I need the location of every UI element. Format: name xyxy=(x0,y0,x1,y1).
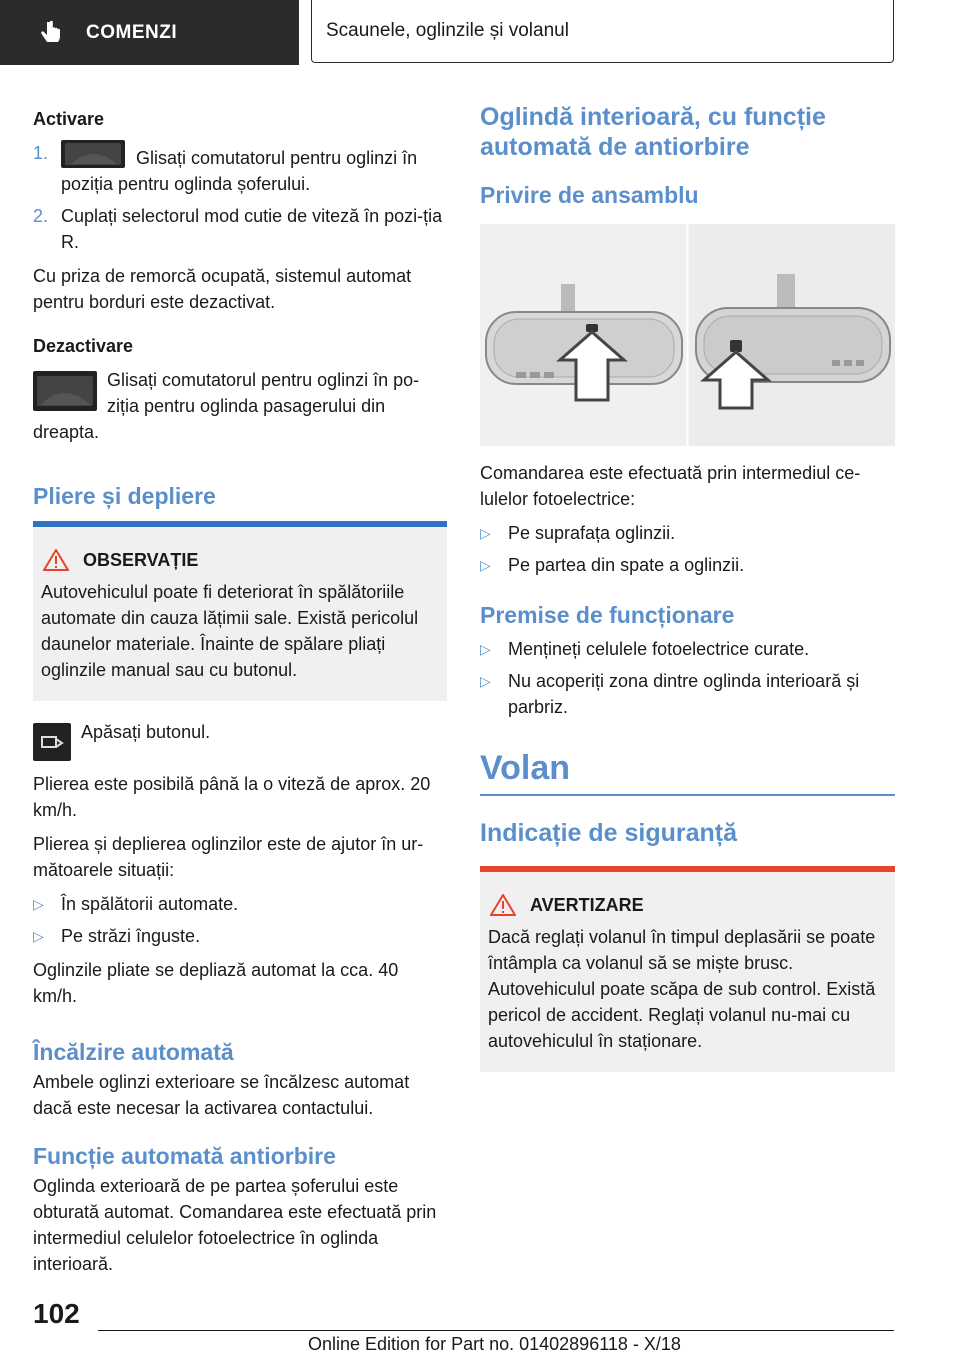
list-item: ▷ Pe suprafața oglinzii. xyxy=(480,520,895,546)
chapter-label: Scaunele, oglinzile și volanul xyxy=(326,20,569,41)
mirror-fold-button-icon xyxy=(33,723,71,761)
left-column xyxy=(33,96,447,1285)
observatie-box xyxy=(33,521,447,701)
avertizare-title: AVERTIZARE xyxy=(530,895,644,915)
mirror-switch-passenger-icon xyxy=(33,371,97,411)
triangle-bullet-icon: ▷ xyxy=(480,641,491,657)
page-header xyxy=(0,0,960,66)
incalzire-heading: Încălzire automată xyxy=(33,1039,234,1065)
oglinda-heading: Oglindă interioară, cu funcție automată de antiorbire xyxy=(480,103,826,161)
activare-step-2 xyxy=(33,203,447,255)
list-item: ▷ Nu acoperiți zona dintre oglinda interioară și parbriz. xyxy=(480,668,895,720)
activare-step-1 xyxy=(33,140,447,197)
step-number: 1. xyxy=(33,143,49,163)
avertizare-text: Dacă reglați volanul în timpul deplasării se poate întâmpla ca volanul să se miște brusc. Autovehiculul poate scăpa de sub control. Există pericol de accident. Reglați volanul nu‐mai cu autovehiculul în staționare. xyxy=(488,927,876,1051)
avertizare-box xyxy=(480,866,895,1072)
volan-heading: Volan xyxy=(480,748,895,796)
activare-steps xyxy=(33,140,447,255)
triangle-bullet-icon: ▷ xyxy=(480,557,491,573)
triangle-bullet-icon: ▷ xyxy=(480,525,491,541)
step-text: Glisați comutatorul pentru oglinzi în poziția pentru oglinda șoferului. xyxy=(61,148,418,194)
triangle-bullet-icon: ▷ xyxy=(33,896,44,912)
step-number: 2. xyxy=(33,206,49,226)
pliere-p2: Plierea și deplierea oglinzilor este de ajutor în ur‐mătoarele situații: xyxy=(33,834,424,880)
observatie-text: Autovehiculul poate fi deteriorat în spălătoriile automate din cauza lățimii sale. Există pericolul daunelor materiale. Înainte de spălare pliați oglinzile manual sau cu butonul. xyxy=(41,582,419,680)
comandarea-text: Comandarea este efectuată prin intermediul ce‐lulelor fotoelectrice: xyxy=(480,463,861,509)
triangle-bullet-icon: ▷ xyxy=(33,928,44,944)
list-item: ▷ În spălătorii automate. xyxy=(33,891,447,917)
privire-heading: Privire de ansamblu xyxy=(480,182,699,208)
triangle-bullet-icon: ▷ xyxy=(480,673,491,689)
observatie-title: OBSERVAȚIE xyxy=(83,550,199,570)
right-column xyxy=(480,96,895,1090)
comandarea-list xyxy=(480,520,895,578)
dezactivare-text: Glisați comutatorul pentru oglinzi în po‐ziția pentru oglinda pasagerului din dreapta. xyxy=(33,370,420,442)
premise-list xyxy=(480,636,895,720)
pliere-p1: Plierea este posibilă până la o viteză de aprox. 20 km/h. xyxy=(33,774,431,820)
pliere-list xyxy=(33,891,447,949)
pliere-p3: Oglinzile pliate se depliază automat la cca. 40 km/h. xyxy=(33,960,399,1006)
chapter-tab xyxy=(311,0,894,63)
list-item: ▷ Mențineți celulele fotoelectrice curate. xyxy=(480,636,895,662)
mirror-illustration xyxy=(480,224,895,446)
activare-title: Activare xyxy=(33,109,105,129)
pliere-heading: Pliere și depliere xyxy=(33,483,216,509)
list-item: ▷ Pe partea din spate a oglinzii. xyxy=(480,552,895,578)
page-number: 102 xyxy=(33,1298,80,1329)
premise-heading: Premise de funcționare xyxy=(480,602,735,628)
rearview-mirror-image xyxy=(480,224,895,446)
section-label: COMENZI xyxy=(86,21,178,43)
siguranta-heading: Indicație de siguranță xyxy=(480,819,738,847)
edition-text: Online Edition for Part no. 01402896118 - X/18 xyxy=(308,1334,681,1354)
mirror-switch-driver-icon xyxy=(61,140,125,168)
section-tab xyxy=(0,0,299,65)
antiorbire-heading: Funcție automată antiorbire xyxy=(33,1143,336,1169)
dezactivare-title: Dezactivare xyxy=(33,336,134,356)
hand-pointer-icon xyxy=(36,18,66,48)
footer-divider xyxy=(98,1330,894,1331)
trailer-note: Cu priza de remorcă ocupată, sistemul automat pentru borduri este dezactivat. xyxy=(33,266,412,312)
step-text: Cuplați selectorul mod cutie de viteză în pozi‐ția R. xyxy=(61,206,443,252)
warning-triangle-icon xyxy=(43,549,69,571)
antiorbire-text: Oglinda exterioară de pe partea șoferului este obturată automat. Comandarea este efectuată prin intermediul celulelor fotoelectrice în oglinda interioară. xyxy=(33,1176,437,1274)
list-item: ▷ Pe străzi înguste. xyxy=(33,923,447,949)
warning-triangle-icon xyxy=(490,894,516,916)
apasati-text: Apăsați butonul. xyxy=(81,722,211,742)
incalzire-text: Ambele oglinzi exterioare se încălzesc automat dacă este necesar la activarea contactului. xyxy=(33,1072,410,1118)
